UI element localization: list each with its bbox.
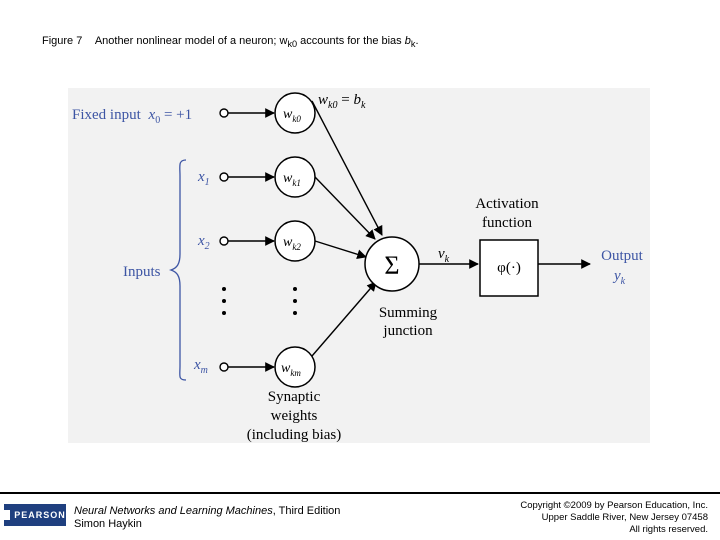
induced-field-label: $v_k$: [438, 246, 450, 265]
publisher-logo: PEARSON: [4, 504, 66, 526]
inputs-label: Inputs: [123, 264, 161, 280]
synaptic-label-line1: Synaptic: [267, 389, 321, 405]
activation-symbol: φ(·): [497, 260, 521, 276]
weight-node-w2: [275, 221, 315, 261]
book-title-line: Neural Networks and Learning Machines, Third Edition: [74, 505, 341, 517]
input-node-x2: [220, 237, 228, 245]
footer-divider: [0, 492, 720, 494]
input-node-xm: [220, 363, 228, 371]
fixed-input-label: Fixed input $x_0 = +1$: [72, 107, 193, 126]
inputs-brace: [171, 160, 186, 380]
summing-symbol: Σ: [384, 251, 400, 280]
weight-label-w2: $w_{k2}$: [283, 235, 301, 252]
ellipsis-dots-weights: [293, 287, 297, 315]
summing-label-line2: junction: [383, 323, 433, 339]
publisher-logo-mark: [4, 510, 10, 520]
weight-label-w0: $w_{k0}$: [283, 107, 301, 124]
activation-label-line1: Activation: [475, 196, 539, 212]
input-node-x1: [220, 173, 228, 181]
input-label-x2: $x_2$: [198, 233, 210, 252]
synaptic-label-line3: (including bias): [246, 427, 342, 443]
weight-node-w0: [275, 93, 315, 133]
input-label-x1: $x_1$: [198, 169, 210, 188]
synaptic-label-line2: weights: [270, 408, 318, 424]
copyright-notice: Copyright ©2009 by Pearson Education, Inc. Upper Saddle River, New Jersey 07458 All rights reserved.: [520, 500, 708, 535]
input-label-xm: $x_m$: [194, 357, 208, 376]
input-node-x0: [220, 109, 228, 117]
book-author: Simon Haykin: [74, 518, 142, 530]
figure-label: Figure 7: [42, 35, 83, 47]
weight-node-w1: [275, 157, 315, 197]
summing-label-line1: Summing: [378, 305, 438, 321]
output-label: Output: [601, 248, 643, 264]
bias-equation: $w_{k0} = b_k$: [318, 92, 366, 111]
ellipsis-dots-inputs: [222, 287, 226, 315]
book-citation: [74, 505, 340, 531]
weight-label-w1: $w_{k1}$: [283, 171, 301, 188]
activation-label-line2: function: [482, 215, 532, 231]
output-symbol: $y_k$: [614, 268, 626, 287]
caption-text: Another nonlinear model of a neuron; $w_{k0}$ accounts for the bias $b_k$.: [94, 35, 419, 50]
weight-label-wm: $w_{km}$: [281, 361, 301, 378]
